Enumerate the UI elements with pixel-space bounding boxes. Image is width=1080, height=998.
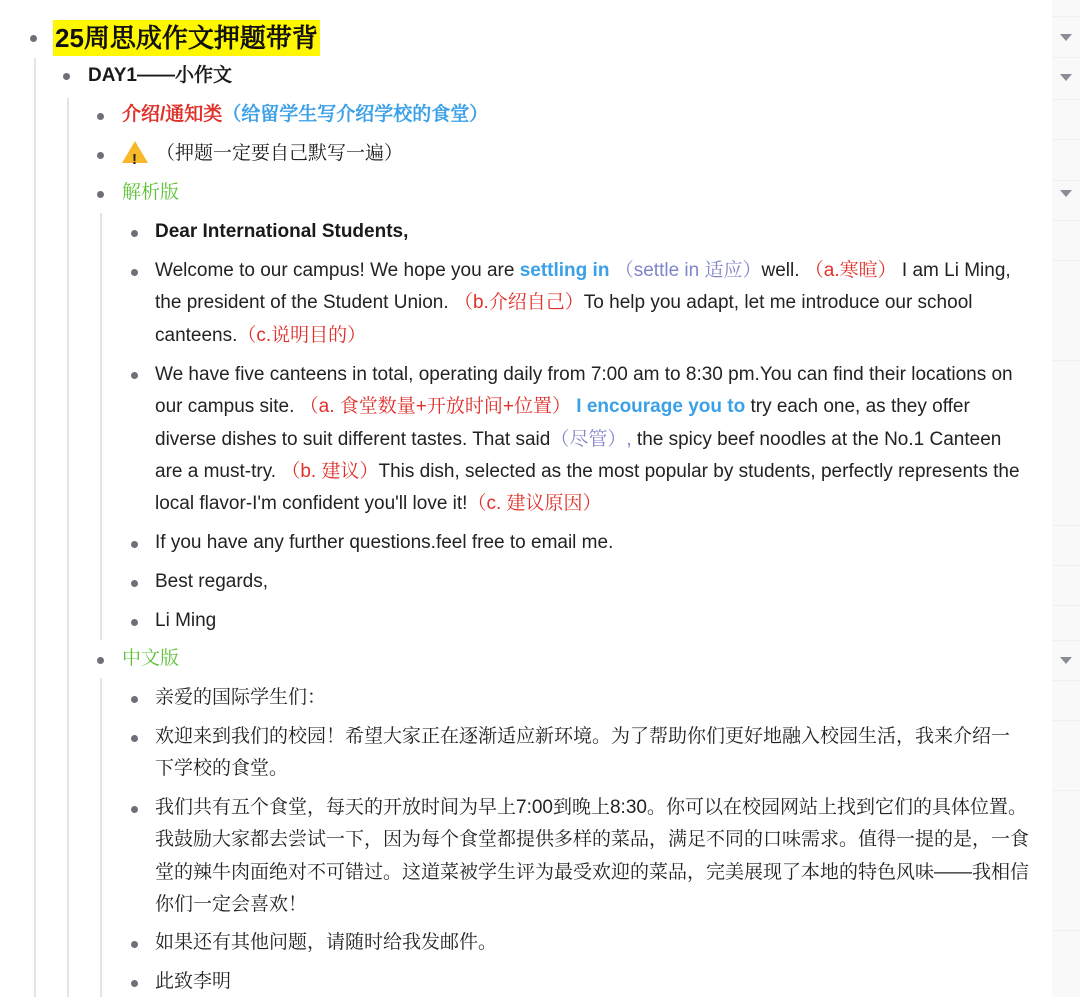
bullet xyxy=(131,735,138,742)
list-item[interactable] xyxy=(155,566,268,598)
outline-node-analysis[interactable] xyxy=(122,177,179,209)
collapse-title-icon[interactable] xyxy=(1060,34,1072,41)
text: To help you adapt, let me introduce our school canteens. xyxy=(155,292,973,346)
chinese-label: 中文版 xyxy=(122,648,180,669)
cn-sign: 此致李明 xyxy=(155,971,232,992)
outline-node-warning[interactable] xyxy=(122,138,403,170)
collapse-day1-icon[interactable] xyxy=(1060,74,1072,81)
cn-paragraph-body[interactable] xyxy=(155,792,1035,921)
outline-node-chinese[interactable] xyxy=(122,643,179,675)
cn-closing: 如果还有其他问题，请随时给我发邮件。 xyxy=(155,932,498,953)
day-heading: DAY1——小作文 xyxy=(88,65,232,86)
text: Welcome to our campus! We hope you are xyxy=(155,260,520,281)
text: try each one, as they offer diverse dishes to suit different tastes. That said xyxy=(155,396,970,450)
bullet xyxy=(131,980,138,987)
list-item[interactable] xyxy=(155,216,408,248)
collapse-gutter xyxy=(1052,0,1080,997)
paragraph-body[interactable] xyxy=(155,359,1030,520)
indent-guide xyxy=(100,213,102,640)
collapse-chinese-icon[interactable] xyxy=(1060,657,1072,664)
signature-text: Li Ming xyxy=(155,610,217,631)
gloss: （尽管）, xyxy=(550,428,632,450)
list-item[interactable] xyxy=(155,966,231,998)
text: well. xyxy=(761,260,805,281)
indent-guide xyxy=(100,678,102,997)
bullet xyxy=(30,35,37,42)
key-phrase: I encourage you to xyxy=(576,396,746,418)
cn-greeting: 亲爱的国际学生们： xyxy=(155,687,327,708)
bullet xyxy=(131,230,138,237)
text: I am Li Ming, the president of the Student Union. xyxy=(155,260,1011,314)
warning-text: （押题一定要自己默写一遍） xyxy=(156,143,404,164)
bullet xyxy=(131,372,138,379)
text: This dish, selected as the most popular by students, perfectly represents the local flavor-I'm confident you'll love it! xyxy=(155,460,1020,515)
outline-node-title[interactable] xyxy=(53,20,320,56)
annotation: （a.寒暄） xyxy=(804,260,897,281)
bullet xyxy=(131,580,138,587)
bullet xyxy=(97,113,104,120)
text: the spicy beef noodles at the No.1 Canteen are a must-try. xyxy=(155,428,1002,482)
indent-guide xyxy=(34,58,36,997)
bullet xyxy=(131,806,138,813)
page-title: 25周思成作文押题带背 xyxy=(53,20,320,56)
collapse-analysis-icon[interactable] xyxy=(1060,190,1072,197)
text: 我们共有五个食堂，每天的开放时间为早上7:00到晚上8:30。你可以在校园网站上找到它们的具体位置。我鼓励大家都去尝试一下，因为每个食堂都提供多样的菜品，满足不同的口味需求。值得一提的是，一食堂的辣牛肉面绝对不可错过。这道菜被学生评为最受欢迎的菜品，完美展现了本地的特色风味——我相信你们一定会喜欢！ xyxy=(155,797,1030,915)
list-item[interactable] xyxy=(155,527,613,559)
bullet xyxy=(131,619,138,626)
list-item[interactable] xyxy=(155,605,216,637)
gloss: （settle in 适应） xyxy=(614,260,762,281)
text: We have five canteens in total, operating daily from 7:00 am to 8:30 pm.You can find their locations on our campus site. xyxy=(155,364,1013,418)
warning-icon xyxy=(122,141,148,163)
bullet xyxy=(97,191,104,198)
annotation: （b.介绍自己） xyxy=(453,292,584,314)
paragraph-intro[interactable] xyxy=(155,255,1030,352)
annotation: （b. 建议） xyxy=(281,460,379,482)
cn-paragraph-intro[interactable] xyxy=(155,721,1027,786)
bullet xyxy=(131,941,138,948)
annotation: （c. 建议原因） xyxy=(467,493,602,515)
indent-guide xyxy=(67,98,69,997)
category-topic: （给留学生写介绍学校的食堂） xyxy=(222,104,489,125)
annotation: （c.说明目的） xyxy=(237,324,367,346)
regards-text: Best regards, xyxy=(155,571,268,592)
bullet xyxy=(131,696,138,703)
bullet xyxy=(97,152,104,159)
closing-text: If you have any further questions.feel free to email me. xyxy=(155,532,614,553)
key-phrase: settling in xyxy=(519,260,610,281)
bullet xyxy=(97,657,104,664)
list-item[interactable] xyxy=(155,927,497,959)
bullet xyxy=(131,269,138,276)
outline-node-category[interactable] xyxy=(122,99,488,131)
outline-node-day1[interactable] xyxy=(88,60,232,92)
list-item[interactable] xyxy=(155,682,326,714)
text: 欢迎来到我们的校园！希望大家正在逐渐适应新环境。为了帮助你们更好地融入校园生活，我来介绍一下学校的食堂。 xyxy=(155,726,1011,780)
bullet xyxy=(63,73,70,80)
category-label: 介绍/通知类 xyxy=(122,104,223,125)
greeting-text: Dear International Students, xyxy=(155,221,409,242)
analysis-label: 解析版 xyxy=(122,182,180,203)
bullet xyxy=(131,541,138,548)
annotation: （a. 食堂数量+开放时间+位置） xyxy=(299,396,571,418)
